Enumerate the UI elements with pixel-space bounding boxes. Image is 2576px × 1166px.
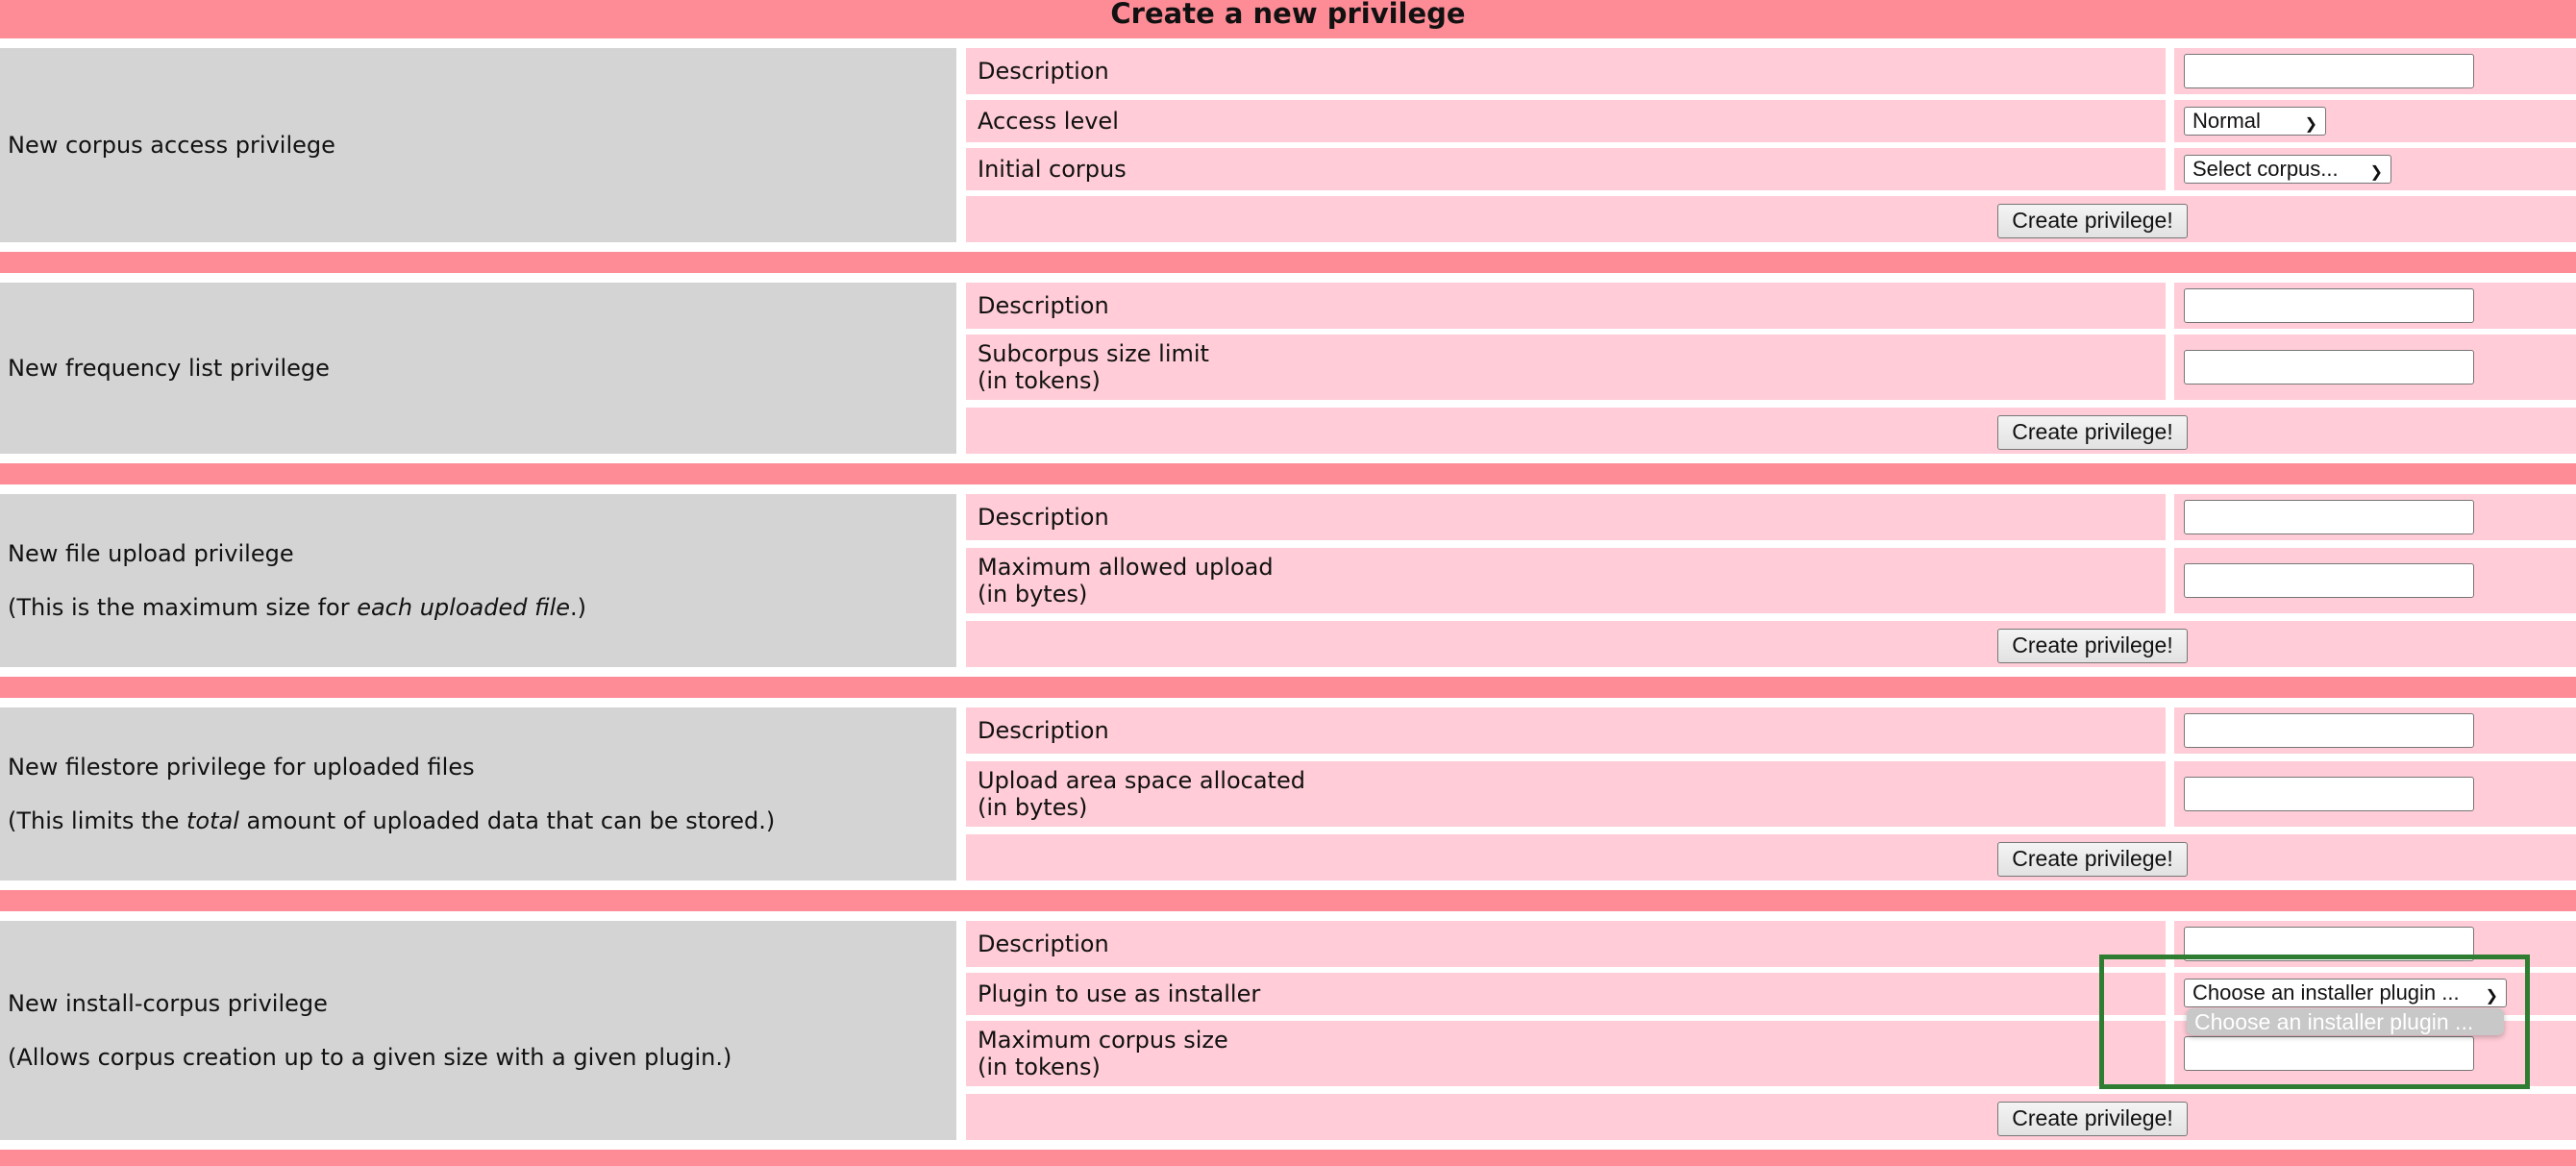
field-label-upload-area: Upload area space allocated (in bytes): [966, 761, 2166, 827]
field-control-cell: [2174, 100, 2576, 142]
field-control-cell: [2174, 48, 2576, 94]
section-heading-corpus-access: [0, 48, 956, 242]
field-control-cell: [2174, 494, 2576, 540]
field-label-installer-plugin: Plugin to use as installer: [966, 973, 2166, 1015]
max-upload-input[interactable]: [2184, 563, 2474, 598]
field-label-description: Description: [966, 707, 2166, 754]
section-title: New file upload privilege: [8, 540, 294, 567]
section-title: New frequency list privilege: [8, 355, 330, 382]
field-label-access-level: Access level: [966, 100, 2166, 142]
create-privilege-button[interactable]: Create privilege!: [1997, 1102, 2188, 1136]
field-label-description: Description: [966, 283, 2166, 329]
upload-area-input[interactable]: [2184, 777, 2474, 811]
field-label-max-corpus-size: Maximum corpus size (in tokens): [966, 1021, 2166, 1086]
field-control-cell: [2174, 548, 2576, 613]
section-heading-file-upload: [0, 494, 956, 667]
section-title: New filestore privilege for uploaded files: [8, 754, 475, 781]
field-control-cell: [2174, 283, 2576, 329]
section-note: (This limits the total amount of uploaded data that can be stored.): [8, 807, 776, 834]
initial-corpus-select[interactable]: Select corpus... ❯: [2184, 155, 2391, 184]
section-separator: [0, 890, 2576, 911]
create-privilege-button[interactable]: Create privilege!: [1997, 204, 2188, 238]
description-input[interactable]: [2184, 288, 2474, 323]
installer-plugin-select[interactable]: Choose an installer plugin ... ❯: [2184, 979, 2507, 1007]
button-row: [966, 621, 2576, 667]
section-separator: [0, 252, 2576, 273]
field-label-description: Description: [966, 494, 2166, 540]
subcorpus-size-input[interactable]: [2184, 350, 2474, 385]
installer-plugin-option[interactable]: Choose an installer plugin ...: [2187, 1008, 2504, 1035]
chevron-down-icon: ❯: [2485, 988, 2498, 1005]
button-row: [966, 1094, 2576, 1140]
section-title: New corpus access privilege: [8, 132, 335, 159]
create-privilege-button[interactable]: Create privilege!: [1997, 415, 2188, 450]
section-heading-filestore: [0, 707, 956, 881]
description-input[interactable]: [2184, 54, 2474, 88]
chevron-down-icon: ❯: [2304, 116, 2317, 133]
section-note: (This is the maximum size for each uploaded file.): [8, 594, 587, 621]
highlight-box: [2099, 955, 2530, 1089]
section-heading-install-corpus: [0, 921, 956, 1140]
section-title: New install-corpus privilege: [8, 990, 328, 1017]
field-control-cell: [2174, 148, 2576, 190]
field-control-cell: [2174, 707, 2576, 754]
field-control-cell: [2174, 761, 2576, 827]
section-separator: [0, 1150, 2576, 1166]
create-privilege-button[interactable]: Create privilege!: [1997, 842, 2188, 877]
access-level-select[interactable]: Normal ❯: [2184, 107, 2326, 136]
field-label-description: Description: [966, 921, 2166, 967]
description-input[interactable]: [2184, 500, 2474, 534]
section-note: (Allows corpus creation up to a given size with a given plugin.): [8, 1044, 732, 1071]
field-label-description: Description: [966, 48, 2166, 94]
chevron-down-icon: ❯: [2369, 164, 2383, 181]
create-privilege-button[interactable]: Create privilege!: [1997, 629, 2188, 663]
field-label-subcorpus-size: Subcorpus size limit (in tokens): [966, 335, 2166, 400]
field-control-cell: [2174, 335, 2576, 400]
section-separator: [0, 463, 2576, 484]
button-row: [966, 196, 2576, 242]
field-label-max-upload: Maximum allowed upload (in bytes): [966, 548, 2166, 613]
section-heading-frequency-list: [0, 283, 956, 454]
button-row: [966, 408, 2576, 454]
description-input[interactable]: [2184, 713, 2474, 748]
field-label-initial-corpus: Initial corpus: [966, 148, 2166, 190]
section-separator: [0, 677, 2576, 698]
page-title: Create a new privilege: [0, 0, 2576, 38]
button-row: [966, 834, 2576, 881]
